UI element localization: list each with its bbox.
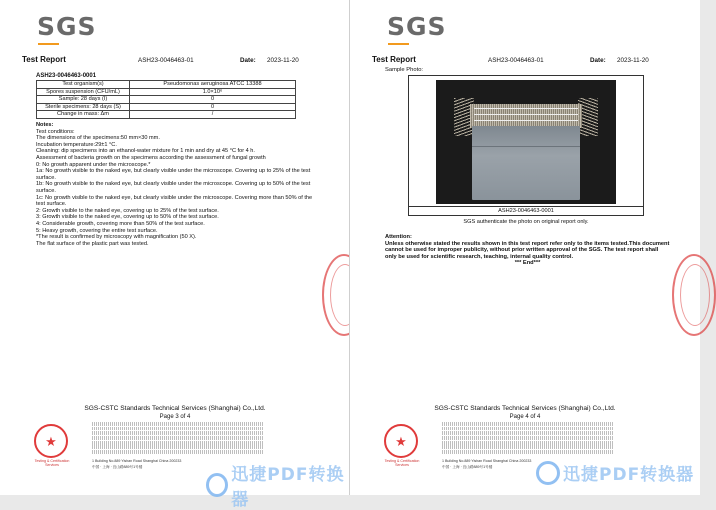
- sample-photo-frame: [408, 75, 644, 207]
- note-line: 4: Considerable growth, covering more than 50% of the test surface.: [36, 220, 205, 227]
- note-line: The dimensions of the specimens:50 mm×30 mm.: [36, 135, 160, 142]
- date-value: 2023-11-20: [617, 57, 649, 64]
- legal-fine-print: [92, 422, 264, 455]
- note-line: The flat surface of the plastic part was tested.: [36, 240, 149, 247]
- table-cell: Change in mass: Δm: [37, 111, 130, 119]
- watermark-logo-icon: [536, 461, 560, 485]
- watermark: 迅捷PDF转换器: [206, 460, 350, 510]
- watermark-logo-icon: [206, 473, 228, 497]
- report-title: Test Report: [372, 55, 416, 64]
- table-cell: 0: [130, 96, 296, 104]
- accreditation-seal: [34, 424, 68, 458]
- seal-caption: Testing & Certification Services: [384, 459, 420, 467]
- legal-fine-print: [442, 422, 614, 455]
- sample-photo-label: Sample Photo:: [385, 67, 424, 73]
- notes-section: [36, 122, 314, 247]
- attention-title: Attention:: [385, 234, 412, 240]
- date-label: Date:: [590, 57, 606, 64]
- table-cell: Sample: 28 days (I): [37, 96, 130, 104]
- sample-photo: [436, 80, 616, 204]
- table-row: [37, 88, 296, 96]
- note-line: 1b: No growth visible to the naked eye, but clearly visible under the microscope. Covering up to 50% of the test surface.: [36, 181, 311, 194]
- report-header: [22, 55, 328, 67]
- table-cell: Sterile specimens: 28 days (S): [37, 103, 130, 111]
- note-line: 3: Growth visible to the naked eye, covering up to 50% of the test surface.: [36, 214, 219, 221]
- table-cell: 0: [130, 103, 296, 111]
- note-line: 0: No growth apparent under the microscope.*: [36, 161, 151, 168]
- note-line: Assessment of bacteria growth on the specimens according the assessment of fungal growth: [36, 154, 266, 161]
- report-page-4: [350, 0, 700, 495]
- table-row: [37, 96, 296, 104]
- address-en: 1 Building No.889 Yishan Road Shanghai China 200233: [92, 459, 182, 463]
- star-icon: ★: [395, 433, 407, 449]
- table-row: [37, 81, 296, 89]
- note-line: 5: Heavy growth, covering the entire test surface.: [36, 227, 158, 234]
- watermark: 迅捷PDF转换器: [536, 460, 694, 485]
- note-line: 1c: No growth visible to the naked eye, but clearly visible under the microscope. Covering more than 50% of the test surface.: [36, 194, 313, 208]
- table-cell: 1.0×10⁶: [130, 88, 296, 96]
- attention-section: [385, 234, 670, 267]
- end-marker: *** End***: [514, 260, 541, 267]
- photo-authentication-note: SGS authenticate the photo on original report only.: [463, 219, 589, 225]
- sgs-logo: SGS: [37, 12, 97, 41]
- table-cell: Test organism(s): [37, 81, 130, 89]
- table-cell: Pseudomonas aeruginosa ATCC 13388: [130, 81, 296, 89]
- table-row: [37, 111, 296, 119]
- report-header: [372, 55, 678, 67]
- photo-caption: ASH23-0046463-0001: [408, 207, 644, 216]
- test-parameters-table: [36, 80, 296, 119]
- company-name: SGS-CSTC Standards Technical Services (Shanghai) Co.,Ltd.: [84, 405, 266, 412]
- note-line: Test conditions:: [36, 128, 75, 135]
- company-name: SGS-CSTC Standards Technical Services (Shanghai) Co.,Ltd.: [434, 405, 616, 412]
- seal-caption: Testing & Certification Services: [34, 459, 70, 467]
- note-line: 2: Growth visible to the naked eye, covering up to 25% of the test surface.: [36, 207, 219, 214]
- address-cn: 中国 · 上海 · 宜山路889号1号楼: [442, 465, 493, 469]
- address-en: 1 Building No.889 Yishan Road Shanghai China 200233: [442, 459, 532, 463]
- table-row: [37, 103, 296, 111]
- address-cn: 中国 · 上海 · 宜山路889号1号楼: [92, 465, 143, 469]
- report-number: ASH23-0046463-01: [488, 57, 544, 64]
- accreditation-seal: [384, 424, 418, 458]
- logo-underline: [38, 43, 59, 45]
- red-stamp-inner: [680, 264, 710, 326]
- note-line: Incubation temperature:29±1 °C.: [36, 141, 117, 148]
- table-cell: Spores suspension (CFU/mL): [37, 88, 130, 96]
- date-value: 2023-11-20: [267, 57, 299, 64]
- report-number: ASH23-0046463-01: [138, 57, 194, 64]
- logo-underline: [388, 43, 409, 45]
- sample-id: ASH23-0046463-0001: [36, 73, 97, 79]
- notes-title: Notes:: [36, 122, 54, 128]
- page-number: Page 4 of 4: [509, 414, 541, 420]
- note-line: Cleaning: dip specimens into an ethanol-water mixture for 1 min and dry at 45 °C for 4 h.: [36, 148, 255, 155]
- page-number: Page 3 of 4: [159, 414, 191, 420]
- report-title: Test Report: [22, 55, 66, 64]
- date-label: Date:: [240, 57, 256, 64]
- note-line: 1a: No growth visible to the naked eye, but clearly visible under the microscope. Covering up to 25% of the test surface.: [36, 168, 311, 181]
- attention-text: Unless otherwise stated the results shown in this test report refer only to the items tested.This document cannot be used for improper publicity, without prior written approval of the SGS. The test report shall only be used for scientific research, teaching, internal quality control.: [385, 240, 670, 260]
- table-cell: /: [130, 111, 296, 119]
- report-page-3: [0, 0, 350, 510]
- star-icon: ★: [45, 433, 57, 449]
- note-line: *The result is confirmed by microscopy with magnification (50 X).: [36, 234, 197, 241]
- sgs-logo: SGS: [387, 12, 447, 41]
